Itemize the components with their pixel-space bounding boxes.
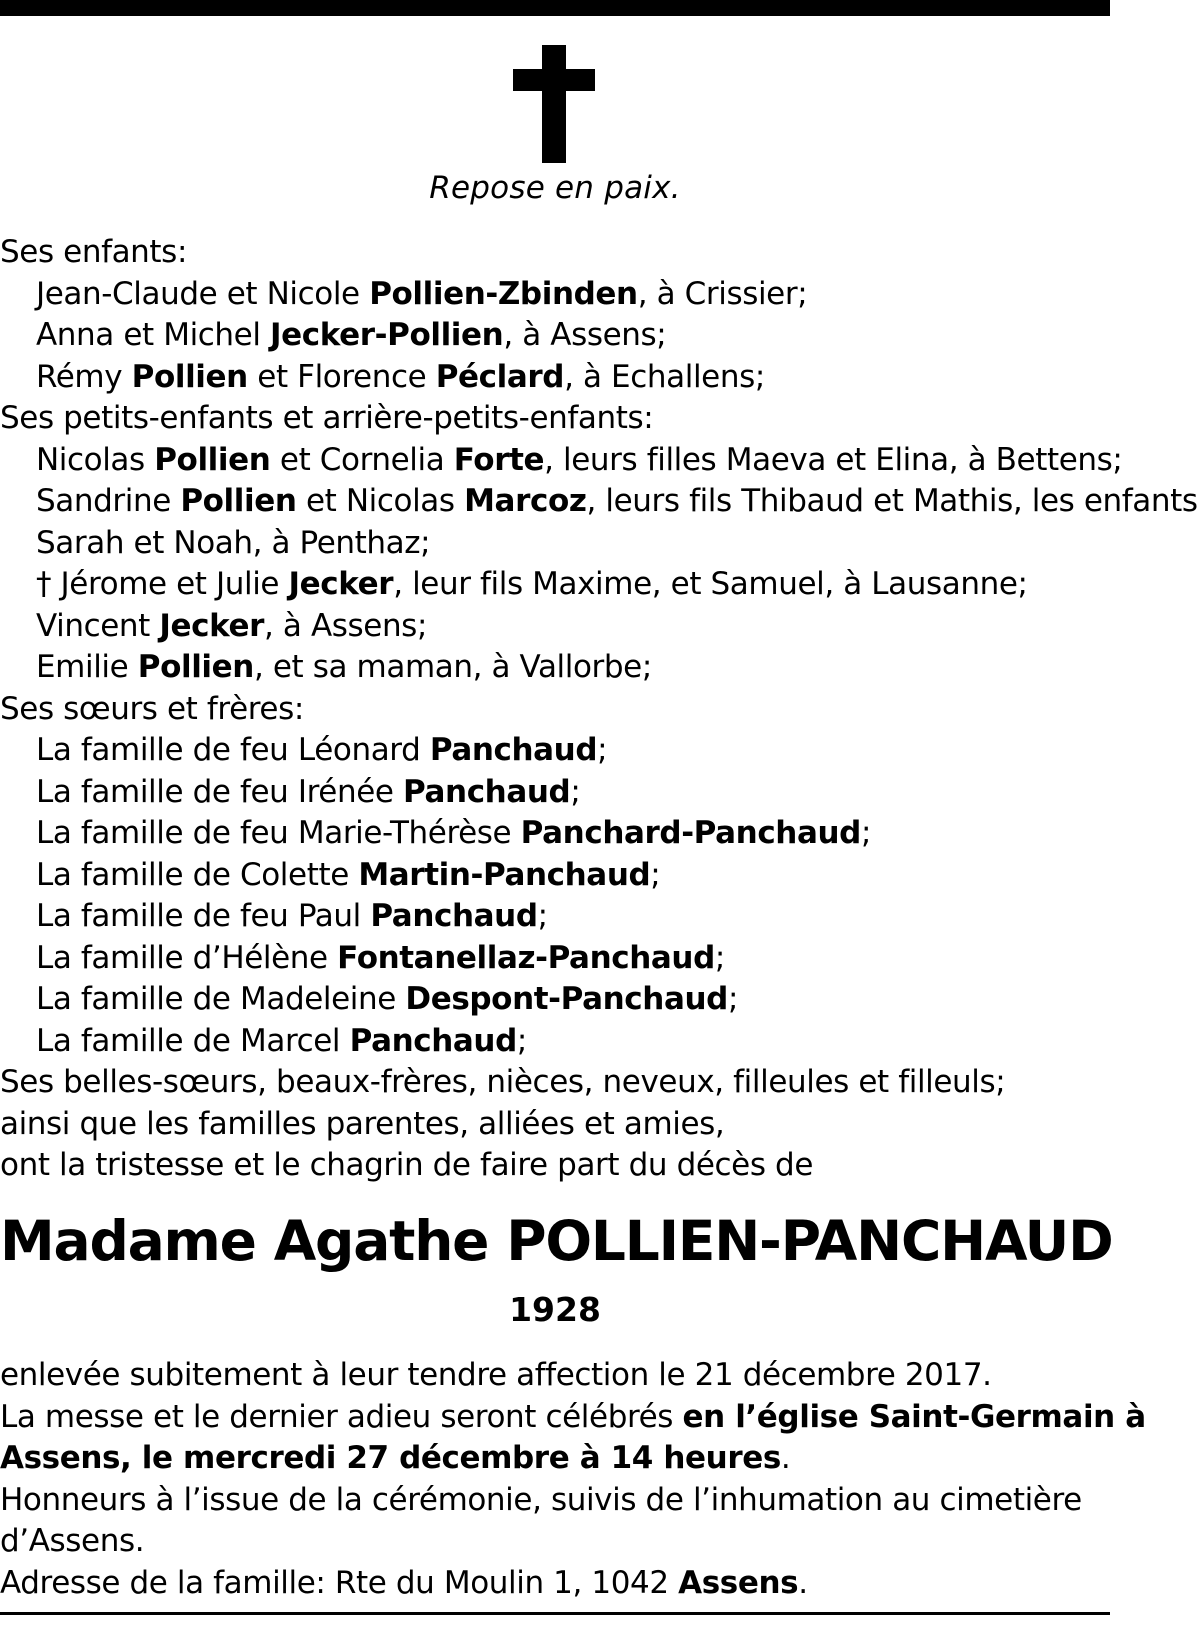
motto: Repose en paix.: [429, 170, 681, 206]
list-item: La famille de feu Léonard Panchaud;: [36, 732, 608, 768]
cross-icon: [513, 45, 595, 163]
birth-year: 1928: [509, 1290, 601, 1329]
list-item: La famille d’Hélène Fontanellaz-Panchaud;: [36, 939, 725, 976]
list-item: Nicolas Pollien et Cornelia Forte, leurs filles Maeva et Elina, à Bettens;: [36, 441, 1123, 478]
relatives-line: Ses belles-sœurs, beaux-frères, nièces, neveux, filleules et filleuls;: [0, 1064, 1006, 1100]
list-item: Emilie Pollien, et sa maman, à Vallorbe;: [36, 649, 652, 685]
list-item: Anna et Michel Jecker-Pollien, à Assens;: [36, 317, 667, 353]
honours-line: Honneurs à l’issue de la cérémonie, suivis de l’inhumation au cimetière: [0, 1481, 1082, 1518]
list-item: La famille de feu Paul Panchaud;: [36, 898, 548, 934]
children-label: Ses enfants:: [0, 234, 187, 270]
list-item: Vincent Jecker, à Assens;: [36, 607, 427, 644]
family-list: [0, 232, 1198, 1187]
list-item: La famille de Madeleine Despont-Panchaud;: [36, 981, 738, 1017]
closing-text: [0, 1355, 1146, 1604]
announcement-line: ont la tristesse et le chagrin de faire part du décès de: [0, 1147, 813, 1183]
honours-line: d’Assens.: [0, 1523, 145, 1559]
list-item: † Jérome et Julie Jecker, leur fils Maxime, et Samuel, à Lausanne;: [36, 566, 1028, 602]
list-item: La famille de feu Marie-Thérèse Panchard-Panchaud;: [36, 815, 872, 851]
deceased-name: Madame Agathe POLLIEN-PANCHAUD: [0, 1209, 1113, 1273]
list-item: La famille de Colette Martin-Panchaud;: [36, 856, 661, 893]
top-rule: [0, 0, 1110, 16]
passing-line: enlevée subitement à leur tendre affection le 21 décembre 2017.: [0, 1357, 992, 1393]
relatives-line: ainsi que les familles parentes, alliées et amies,: [0, 1105, 725, 1142]
bottom-rule: [0, 1612, 1110, 1615]
mass-line: Assens, le mercredi 27 décembre à 14 heures.: [0, 1440, 791, 1476]
siblings-label: Ses sœurs et frères:: [0, 690, 304, 727]
address-line: Adresse de la famille: Rte du Moulin 1, 1042 Assens.: [0, 1564, 808, 1601]
list-item: La famille de feu Irénée Panchaud;: [36, 773, 581, 810]
list-item: Rémy Pollien et Florence Péclard, à Echallens;: [36, 358, 765, 395]
mass-line: La messe et le dernier adieu seront célébrés en l’église Saint-Germain à: [0, 1398, 1146, 1435]
list-item: Sarah et Noah, à Penthaz;: [36, 524, 431, 561]
list-item: Sandrine Pollien et Nicolas Marcoz, leurs fils Thibaud et Mathis, les enfants: [36, 483, 1198, 519]
list-item: Jean-Claude et Nicole Pollien-Zbinden, à Crissier;: [36, 275, 808, 312]
grandchildren-label: Ses petits-enfants et arrière-petits-enfants:: [0, 400, 654, 436]
list-item: La famille de Marcel Panchaud;: [36, 1022, 527, 1059]
